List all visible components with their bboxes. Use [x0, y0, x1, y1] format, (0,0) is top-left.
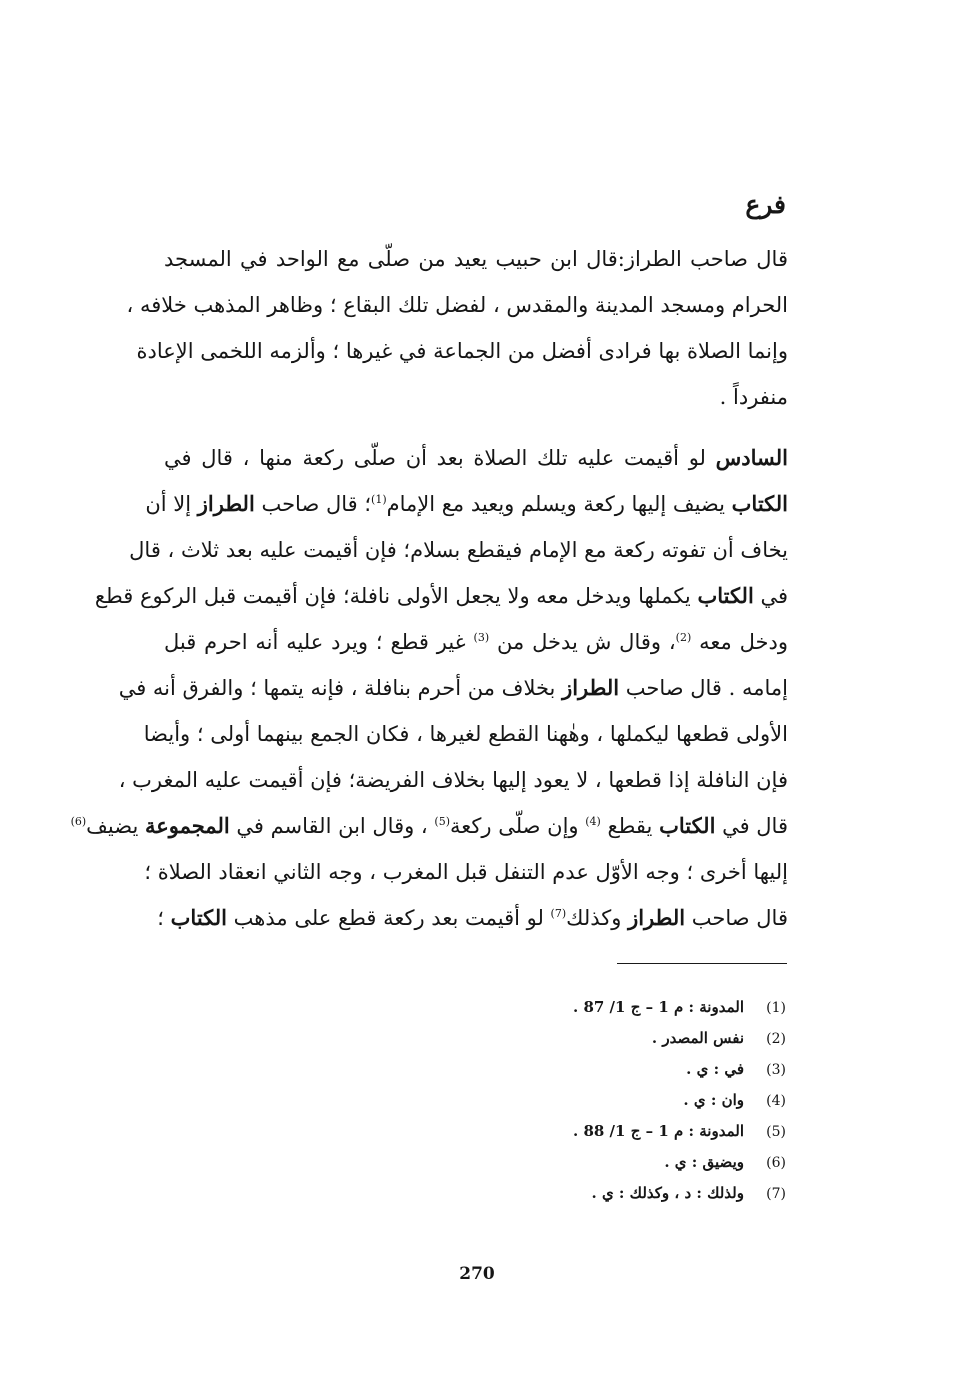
text-line: [129, 527, 788, 573]
text-run: ؛: [157, 906, 171, 930]
text-run: يضيف: [86, 814, 145, 838]
body-text: [70, 236, 788, 941]
bold-term: الكتاب: [697, 583, 754, 608]
text-run: ، وقال ش يدخل من: [489, 630, 676, 654]
footnote-text: نفس المصدر .: [651, 1029, 744, 1047]
footnote-number: (2): [766, 1031, 786, 1047]
text-line: [157, 895, 788, 941]
text-line: [164, 619, 788, 665]
footnote-marker: (6): [70, 815, 87, 828]
footnote-number: (7): [766, 1186, 786, 1202]
footnote-number: (6): [766, 1155, 786, 1171]
text-run: قال صاحب الطراز:قال ابن حبيب يعيد من صلّى مع الواحد في المسجد: [164, 247, 788, 271]
text-line: [145, 481, 788, 527]
footnote-text: ولذلك : د ، وكذلك : ي .: [591, 1184, 744, 1202]
text-run: وإنما الصلاة بها فرادى أفضل من الجماعة في غيرها ؛ وألزمه اللخمى الإعادة: [136, 339, 788, 363]
footnote-item: [336, 992, 786, 1023]
footnote-text: المدونة : م 1 – ج 1/ 88 .: [573, 1122, 744, 1140]
bold-term: الكتاب: [659, 813, 716, 838]
footnote-number: (4): [766, 1093, 786, 1109]
footnote-item: [336, 1116, 786, 1147]
text-line: [164, 435, 788, 481]
footnote-item: [336, 1178, 786, 1209]
footnote-item: [336, 1147, 786, 1178]
page-number: 270: [459, 1264, 495, 1284]
text-run: قال صاحب: [685, 906, 788, 930]
text-run: غير قطع ؛ ويرد عليه أنه احرم قبل: [164, 630, 474, 654]
text-run: إلا أن: [145, 492, 198, 516]
text-run: منفرداً .: [719, 385, 788, 409]
text-line: [164, 374, 788, 420]
text-run: ودخل معه: [691, 630, 788, 654]
footnote-item: [336, 1085, 786, 1116]
text-line: [144, 849, 788, 895]
text-run: وإن صلّى ركعة: [449, 814, 586, 838]
footnote-text: ويضيق : ي .: [664, 1153, 744, 1171]
text-run: الحرام ومسجد المدينة والمقدس ، لفضل تلك البقاع ؛ وظاهر المذهب خلافه ،: [126, 293, 788, 317]
text-run: فإن النافلة إذا قطعها ، لا يعود إليها بخلاف الفريضة؛ فإن أقيمت عليه المغرب ،: [118, 768, 788, 792]
footnote-text: المدونة : م 1 – ج 1/ 87 .: [573, 998, 744, 1016]
text-line: [94, 573, 788, 619]
footnote-number: (5): [766, 1124, 786, 1140]
text-line: [126, 282, 788, 328]
footnote-divider: [617, 963, 787, 964]
footnote-text: في : ي .: [686, 1060, 744, 1078]
text-line: [164, 236, 788, 282]
footnote-item: [336, 1023, 786, 1054]
text-run: ، وقال ابن القاسم في: [229, 814, 435, 838]
text-run: في: [753, 584, 788, 608]
text-line: [118, 665, 788, 711]
footnote-number: (3): [766, 1062, 786, 1078]
bold-term: الكتاب: [731, 491, 788, 516]
footnote-marker: (3): [473, 631, 490, 644]
text-run: ؛ قال صاحب: [254, 492, 372, 516]
text-run: يقطع: [600, 814, 660, 838]
bold-term: الكتاب: [170, 905, 227, 930]
text-run: قال في: [715, 814, 788, 838]
footnote-marker: (1): [371, 493, 387, 506]
text-run: يخاف أن تفوته ركعة مع الإمام فيقطع بسلام؛ فإن أقيمت عليه بعد ثلاث ، قال: [129, 538, 788, 562]
text-run: بخلاف من أحرم بنافلة ، فإنه يتمها ؛ والفرق أنه في: [118, 676, 563, 700]
text-run: الأولى قطعها ليكملها ، وهٰهنا القطع لغيرها ، فكان الجمع بينهما أولى ؛ وأيضا: [143, 722, 788, 746]
text-line: [118, 757, 788, 803]
paragraph: [70, 435, 788, 941]
paragraph-gap: [164, 420, 788, 435]
paragraph: [126, 236, 788, 420]
text-run: وكذلك: [566, 906, 629, 930]
footnote-marker: (2): [675, 631, 692, 644]
footnote-text: وان : ي .: [683, 1091, 744, 1109]
text-run: إليها أخرى ؛ وجه الأوّل عدم التنفل قبل المغرب ، وجه الثاني انعقاد الصلاة ؛: [144, 860, 788, 884]
text-run: إمامه . قال صاحب: [619, 676, 788, 700]
bold-term: المجموعة: [144, 813, 230, 838]
bold-term: الطراز: [562, 675, 620, 700]
text-line: [70, 803, 788, 849]
text-line: [143, 711, 788, 757]
footnote-marker: (5): [434, 815, 450, 828]
section-heading: فرع: [745, 190, 786, 219]
footnote-marker: (4): [585, 815, 601, 828]
footnote-number: (1): [766, 1000, 786, 1016]
bold-term: الطراز: [197, 491, 255, 516]
bold-term: السادس: [715, 445, 788, 470]
footnotes-list: [336, 992, 786, 1209]
text-run: لو أقيمت عليه تلك الصلاة بعد أن صلّى ركعة منها ، قال في: [164, 446, 716, 470]
text-run: لو أقيمت بعد ركعة قطع على مذهب: [227, 906, 551, 930]
bold-term: الطراز: [628, 905, 686, 930]
footnote-item: [336, 1054, 786, 1085]
text-run: يكملها ويدخل معه ولا يجعل الأولى نافلة؛ فإن أقيمت قبل الركوع قطع: [94, 584, 698, 608]
text-line: [136, 328, 788, 374]
text-run: يضيف إليها ركعة ويسلم ويعيد مع الإمام: [386, 492, 732, 516]
footnote-marker: (7): [550, 907, 567, 920]
